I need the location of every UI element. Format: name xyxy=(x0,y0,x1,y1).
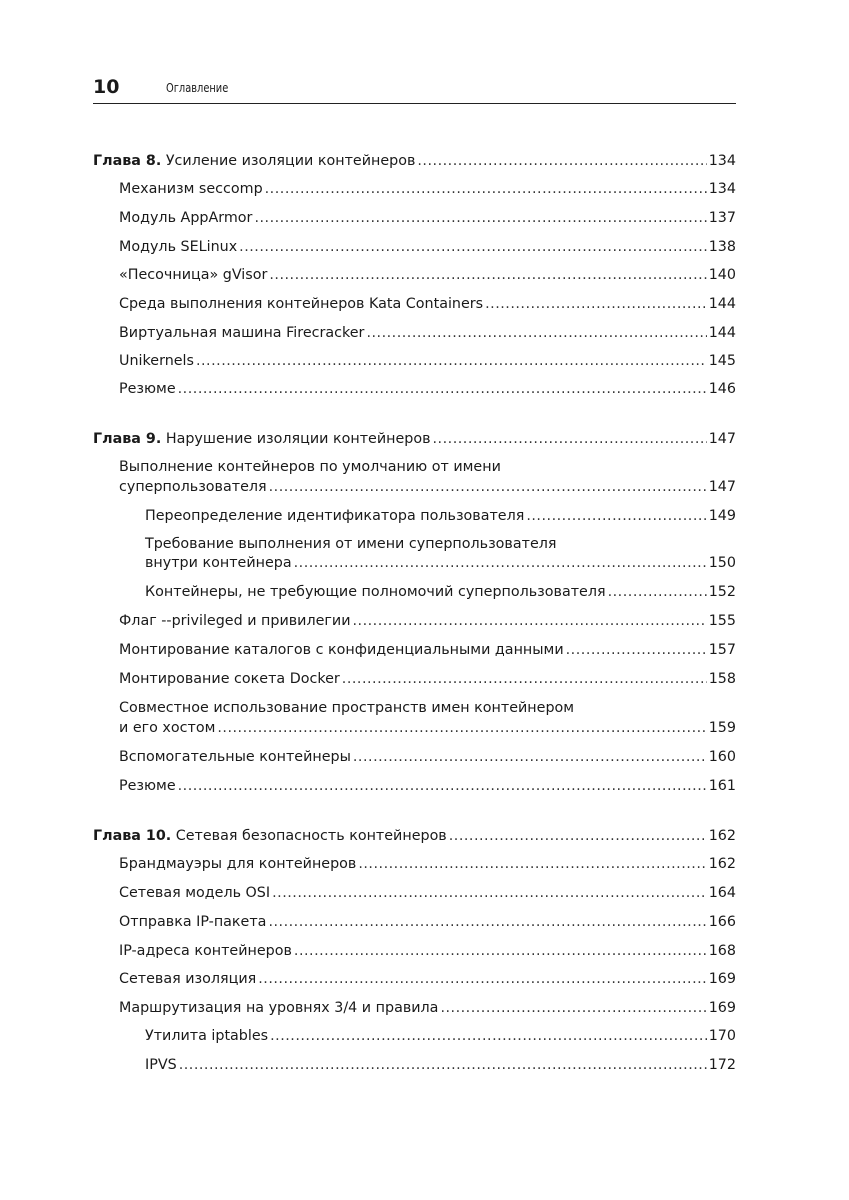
entry-title: Нарушение изоляции контейнеров xyxy=(165,431,431,447)
page-ref: 147 xyxy=(708,431,736,447)
page-ref: 140 xyxy=(708,267,736,283)
toc-entry[interactable] xyxy=(119,940,736,962)
toc-entry-line1[interactable] xyxy=(119,697,736,719)
chapter-number: Глава 10. xyxy=(93,828,172,844)
entry-title: Монтирование каталогов с конфиденциальными данными xyxy=(119,642,564,658)
entry-title: Резюме xyxy=(119,778,176,794)
entry-title: Резюме xyxy=(119,381,176,397)
toc-subentry[interactable] xyxy=(145,581,736,603)
entry-title: Монтирование сокета Docker xyxy=(119,671,340,687)
toc-subentry[interactable] xyxy=(145,1025,736,1047)
toc-entry[interactable] xyxy=(119,775,736,797)
entry-title: Контейнеры, не требующие полномочий суперпользователя xyxy=(145,584,606,600)
toc-entry[interactable] xyxy=(119,639,736,661)
toc-chapter-8[interactable] xyxy=(93,150,736,172)
entry-title: Модуль AppArmor xyxy=(119,210,253,226)
entry-title: внутри контейнера xyxy=(145,555,292,571)
toc-entry-line1[interactable] xyxy=(119,456,736,478)
toc-entry[interactable] xyxy=(119,746,736,768)
entry-title: IPVS xyxy=(145,1057,177,1073)
dot-leader xyxy=(449,825,707,847)
page-ref: 149 xyxy=(708,508,736,524)
page-ref: 161 xyxy=(708,778,736,794)
entry-title: IP-адреса контейнеров xyxy=(119,943,292,959)
page-ref: 157 xyxy=(708,642,736,658)
page-ref: 144 xyxy=(708,296,736,312)
entry-title: Утилита iptables xyxy=(145,1028,269,1044)
dot-leader xyxy=(258,968,706,990)
entry-title: Флаг --privileged и привилегии xyxy=(119,613,351,629)
dot-leader xyxy=(269,264,706,286)
page-ref: 164 xyxy=(708,885,736,901)
entry-title-line1: Выполнение контейнеров по умолчанию от имени xyxy=(119,459,501,475)
toc-entry[interactable] xyxy=(119,911,736,933)
entry-title: суперпользователя xyxy=(119,479,267,495)
entry-title: Сетевая изоляция xyxy=(119,971,257,987)
header-rule xyxy=(93,103,736,104)
entry-title: Отправка IP-пакета xyxy=(119,914,267,930)
toc-entry[interactable] xyxy=(119,264,736,286)
dot-leader xyxy=(485,293,707,315)
page-ref: 134 xyxy=(708,181,736,197)
page-ref: 137 xyxy=(708,210,736,226)
dot-leader xyxy=(178,775,707,797)
page-ref: 138 xyxy=(708,239,736,255)
entry-title: «Песочница» gVisor xyxy=(119,267,268,283)
dot-leader xyxy=(353,746,707,768)
entry-title: и его хостом xyxy=(119,720,216,736)
dot-leader xyxy=(417,150,706,172)
page-ref: 168 xyxy=(708,943,736,959)
page-ref: 162 xyxy=(708,828,736,844)
page-ref: 158 xyxy=(708,671,736,687)
dot-leader xyxy=(272,882,707,904)
entry-title: Механизм seccomp xyxy=(119,181,263,197)
entry-title: Среда выполнения контейнеров Kata Containers xyxy=(119,296,484,312)
page-ref: 147 xyxy=(708,479,736,495)
page-ref: 170 xyxy=(708,1028,736,1044)
running-title: Оглавление xyxy=(166,81,229,95)
dot-leader xyxy=(294,552,707,574)
toc-chapter-9[interactable] xyxy=(93,428,736,450)
dot-leader xyxy=(566,639,707,661)
dot-leader xyxy=(179,1054,707,1076)
page-header xyxy=(93,72,736,106)
page-ref: 160 xyxy=(708,749,736,765)
page-ref: 169 xyxy=(708,971,736,987)
page-ref: 159 xyxy=(708,720,736,736)
toc-entry[interactable] xyxy=(119,968,736,990)
page-ref: 162 xyxy=(708,856,736,872)
dot-leader xyxy=(342,668,707,690)
dot-leader xyxy=(269,476,707,498)
entry-title: Сетевая безопасность контейнеров xyxy=(175,828,447,844)
toc-entry[interactable] xyxy=(119,610,736,632)
dot-leader xyxy=(366,322,706,344)
page-ref: 169 xyxy=(708,1000,736,1016)
entry-title: Виртуальная машина Firecracker xyxy=(119,325,365,341)
page-ref: 144 xyxy=(708,325,736,341)
page-ref: 172 xyxy=(708,1057,736,1073)
page-number: 10 xyxy=(93,76,120,98)
dot-leader xyxy=(353,610,707,632)
chapter-number: Глава 8. xyxy=(93,153,162,169)
dot-leader xyxy=(239,236,707,258)
entry-title: Маршрутизация на уровнях 3/4 и правила xyxy=(119,1000,439,1016)
page-ref: 145 xyxy=(708,353,736,369)
toc-entry[interactable] xyxy=(119,293,736,315)
page-ref: 150 xyxy=(708,555,736,571)
toc-entry[interactable] xyxy=(119,668,736,690)
toc-entry[interactable] xyxy=(119,350,736,372)
entry-title: Брандмауэры для контейнеров xyxy=(119,856,357,872)
entry-title: Сетевая модель OSI xyxy=(119,885,271,901)
entry-title: Усиление изоляции контейнеров xyxy=(165,153,416,169)
toc-entry[interactable] xyxy=(119,853,736,875)
toc-subentry[interactable] xyxy=(145,505,736,527)
toc-subentry[interactable] xyxy=(145,552,736,574)
toc-entry[interactable] xyxy=(119,997,736,1019)
entry-title-line1: Совместное использование пространств имен контейнером xyxy=(119,700,575,716)
page-ref: 152 xyxy=(708,584,736,600)
page-ref: 146 xyxy=(708,381,736,397)
entry-title: Переопределение идентификатора пользователя xyxy=(145,508,525,524)
toc-entry[interactable] xyxy=(119,322,736,344)
toc-entry[interactable] xyxy=(119,236,736,258)
dot-leader xyxy=(608,581,707,603)
dot-leader xyxy=(433,428,707,450)
toc-entry[interactable] xyxy=(119,476,736,498)
entry-title: Вспомогательные контейнеры xyxy=(119,749,351,765)
toc-subentry[interactable] xyxy=(145,1054,736,1076)
dot-leader xyxy=(178,378,707,400)
dot-leader xyxy=(270,1025,707,1047)
dot-leader xyxy=(358,853,706,875)
page-ref: 166 xyxy=(708,914,736,930)
dot-leader xyxy=(294,940,707,962)
page-ref: 155 xyxy=(708,613,736,629)
toc-chapter-10[interactable] xyxy=(93,825,736,847)
chapter-number: Глава 9. xyxy=(93,431,162,447)
dot-leader xyxy=(268,911,706,933)
page-ref: 134 xyxy=(708,153,736,169)
toc-entry[interactable] xyxy=(119,882,736,904)
dot-leader xyxy=(265,178,707,200)
entry-title-line1: Требование выполнения от имени суперпользователя xyxy=(145,536,557,552)
dot-leader xyxy=(217,717,706,739)
dot-leader xyxy=(526,505,706,527)
toc-entry[interactable] xyxy=(119,207,736,229)
toc-entry[interactable] xyxy=(119,717,736,739)
dot-leader xyxy=(196,350,707,372)
toc-entry[interactable] xyxy=(119,378,736,400)
toc-entry[interactable] xyxy=(119,178,736,200)
entry-title: Модуль SELinux xyxy=(119,239,238,255)
dot-leader xyxy=(440,997,706,1019)
entry-title: Unikernels xyxy=(119,353,194,369)
dot-leader xyxy=(254,207,706,229)
